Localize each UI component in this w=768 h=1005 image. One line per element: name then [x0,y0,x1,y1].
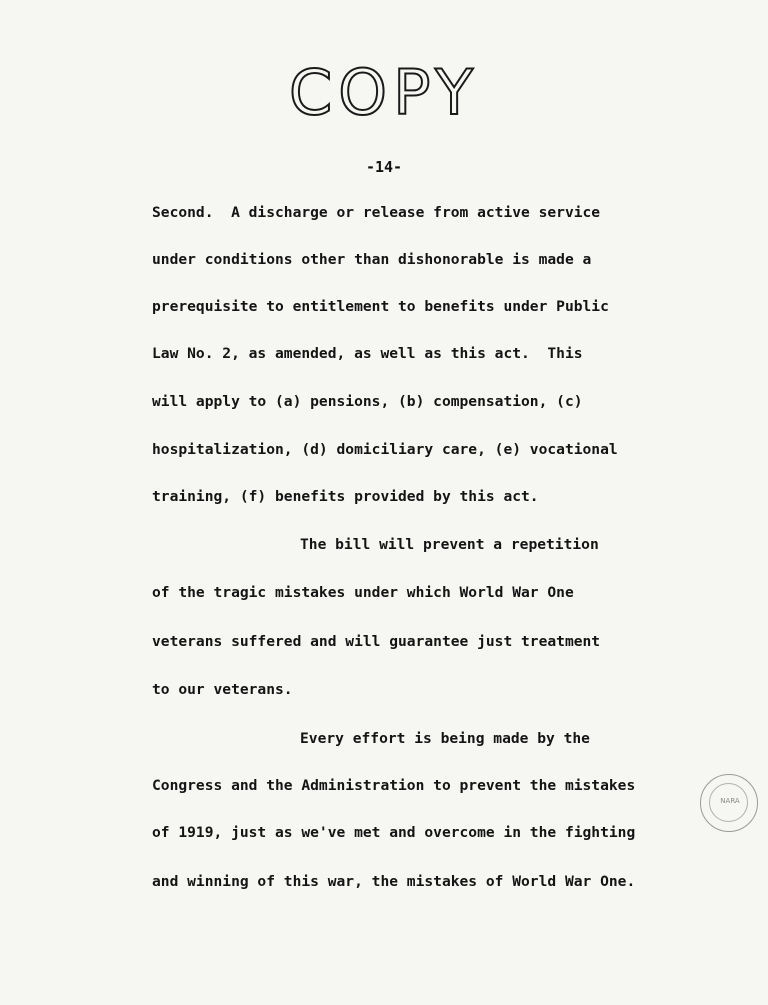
text-line-13: Congress and the Administration to prevent the mistakes [152,777,636,794]
text-line-11: to our veterans. [152,681,293,698]
seal-label: NARA [720,797,740,805]
text-line-8: The bill will prevent a repetition [300,536,599,553]
text-line-4: Law No. 2, as amended, as well as this act. This [152,345,583,362]
text-line-12: Every effort is being made by the [300,730,590,747]
text-line-7: training, (f) benefits provided by this act. [152,488,539,505]
text-line-6: hospitalization, (d) domiciliary care, (e) vocational [152,441,618,458]
text-line-9: of the tragic mistakes under which World War One [152,584,574,601]
copy-stamp: COPY [289,56,479,129]
text-line-14: of 1919, just as we've met and overcome in the fighting [152,824,636,841]
text-line-2: under conditions other than dishonorable is made a [152,251,592,268]
library-seal [700,774,758,832]
text-line-10: veterans suffered and will guarantee just treatment [152,633,601,650]
text-line-3: prerequisite to entitlement to benefits under Public [152,298,609,315]
text-line-15: and winning of this war, the mistakes of World War One. [152,873,636,890]
text-line-1: Second. A discharge or release from active service [152,204,601,221]
page-number: -14- [365,158,403,176]
text-line-5: will apply to (a) pensions, (b) compensation, (c) [152,393,583,410]
